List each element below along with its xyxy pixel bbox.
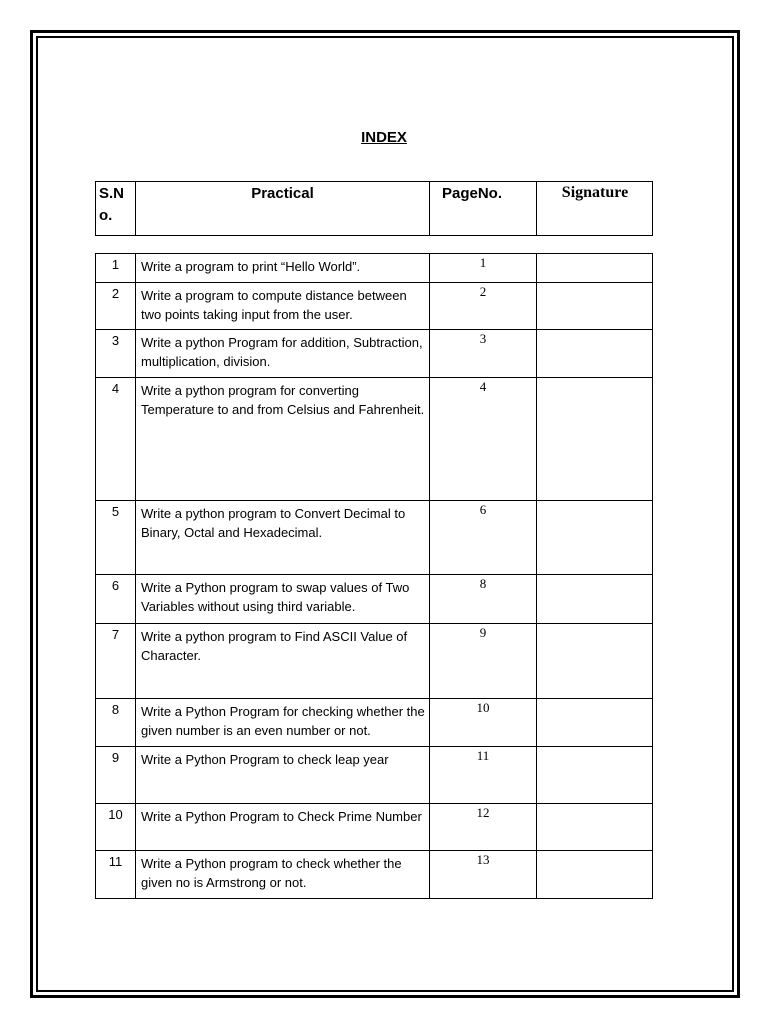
row-practical: Write a python program to Convert Decimal to Binary, Octal and Hexadecimal. — [136, 501, 430, 574]
row-practical: Write a Python Program to Check Prime Number — [136, 804, 430, 850]
table-row — [96, 624, 652, 699]
row-signature — [537, 378, 653, 500]
row-signature — [537, 851, 653, 898]
row-signature — [537, 624, 653, 698]
row-signature — [537, 501, 653, 574]
table-row — [96, 330, 652, 378]
header-page-no: PageNo. — [430, 182, 537, 235]
table-row — [96, 851, 652, 899]
table-row — [96, 378, 652, 501]
row-page: 3 — [430, 330, 537, 377]
row-practical: Write a Python program to check whether the given no is Armstrong or not. — [136, 851, 430, 898]
header-signature: Signature — [561, 184, 629, 201]
row-number: 11 — [96, 851, 136, 898]
row-signature — [537, 699, 653, 746]
row-page: 8 — [430, 575, 537, 623]
row-number: 7 — [96, 624, 136, 698]
header-sno: S.N o. — [96, 182, 136, 235]
row-page: 1 — [430, 254, 537, 282]
table-row — [96, 575, 652, 624]
row-number: 10 — [96, 804, 136, 850]
row-practical: Write a program to compute distance between two points taking input from the user. — [136, 283, 430, 329]
row-page: 6 — [430, 501, 537, 574]
row-signature — [537, 283, 653, 329]
row-page: 12 — [430, 804, 537, 850]
row-number: 6 — [96, 575, 136, 623]
row-practical: Write a python program to Find ASCII Value of Character. — [136, 624, 430, 698]
row-number: 9 — [96, 747, 136, 803]
table-row — [96, 254, 652, 283]
index-table — [95, 253, 653, 899]
row-page: 13 — [430, 851, 537, 898]
row-signature — [537, 330, 653, 377]
row-practical: Write a program to print “Hello World”. — [136, 254, 430, 282]
row-signature — [537, 747, 653, 803]
header-practical: Practical — [136, 182, 430, 235]
row-page: 11 — [430, 747, 537, 803]
row-signature — [537, 254, 653, 282]
page-title: INDEX — [361, 129, 407, 146]
row-practical: Write a Python Program for checking whether the given number is an even number or not. — [136, 699, 430, 746]
row-page: 2 — [430, 283, 537, 329]
row-signature — [537, 575, 653, 623]
row-practical: Write a python program for converting Temperature to and from Celsius and Fahrenheit. — [136, 378, 430, 500]
table-row — [96, 804, 652, 851]
row-signature — [537, 804, 653, 850]
table-row — [96, 283, 652, 330]
row-number: 3 — [96, 330, 136, 377]
row-practical: Write a python Program for addition, Subtraction, multiplication, division. — [136, 330, 430, 377]
row-page: 9 — [430, 624, 537, 698]
row-number: 5 — [96, 501, 136, 574]
row-page: 10 — [430, 699, 537, 746]
row-number: 8 — [96, 699, 136, 746]
table-row — [96, 747, 652, 804]
row-page: 4 — [430, 378, 537, 500]
row-number: 2 — [96, 283, 136, 329]
row-number: 4 — [96, 378, 136, 500]
row-practical: Write a Python program to swap values of Two Variables without using third variable. — [136, 575, 430, 623]
table-row — [96, 699, 652, 747]
row-number: 1 — [96, 254, 136, 282]
table-header — [95, 181, 653, 236]
row-practical: Write a Python Program to check leap year — [136, 747, 430, 803]
table-row — [96, 501, 652, 575]
